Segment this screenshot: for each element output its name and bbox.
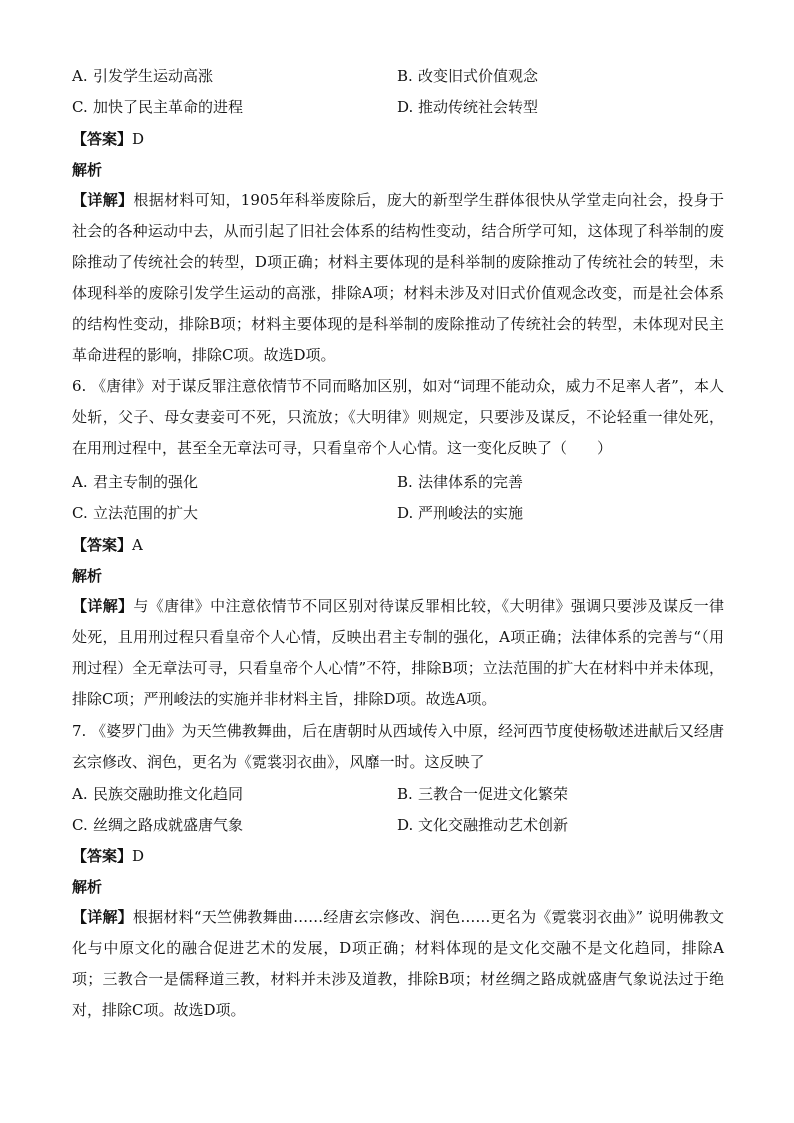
q6-answer-value: A [132,536,143,554]
q5-option-a-text: 引发学生运动高涨 [93,67,214,85]
q6-option-c [72,503,198,523]
q6-analysis-heading [72,566,727,586]
q6-analysis-label: 解析 [72,567,103,585]
q5-answer-value: D [132,130,145,148]
q5-analysis-heading [72,160,727,180]
q5-option-a-letter: A. [72,67,88,85]
q5-detail [72,185,724,371]
q7-stem: 7. 《婆罗门曲》为天竺佛教舞曲，后在唐朝时从西域传入中原，经河西节度使杨敬述进献后又经唐玄宗修改、润色，更名为《霓裳羽衣曲》，风靡一时。这反映了 [72,722,724,771]
q6-detail-text: 与《唐律》中注意依情节不同区别对待谋反罪相比较，《大明律》强调只要涉及谋反一律处死，且用刑过程只看皇帝个人心情，反映出君主专制的强化，A项正确；法律体系的完善与“（用刑过程）全无章法可寻，只看皇帝个人心情”不符，排除B项；立法范围的扩大在材料中并未体现，排除C项；严刑峻法的实施并非材料主旨，排除D项。故选A项。 [72,597,724,708]
q5-detail-label: 【详解】 [72,191,134,209]
q7-answer-value: D [132,847,145,865]
q7-detail-label: 【详解】 [72,908,133,926]
q7-option-c [72,815,243,835]
q6-option-c-letter: C. [72,504,88,522]
q5-answer [72,129,727,149]
q7-detail-text: 根据材料“天竺佛教舞曲……经唐玄宗修改、润色……更名为《霓裳羽衣曲》” 说明佛教文化与中原文化的融合促进艺术的发展，D项正确；材料体现的是文化交融不是文化趋同，排除A项；三教合一是儒释道三教，材料并未涉及道教，排除B项；材丝绸之路成就盛唐气象说法过于绝对，排除C项。故选D项。 [72,908,724,1019]
q5-option-d-text: 推动传统社会转型 [418,98,539,116]
q7-option-d-text: 文化交融推动艺术创新 [418,816,569,834]
q6-option-a [72,472,198,492]
q6-option-d-letter: D. [397,504,414,522]
q5-option-a [72,66,213,86]
q6-detail [72,591,724,715]
q6-option-a-text: 君主专制的强化 [93,473,199,491]
q5-option-b-letter: B. [397,67,413,85]
q7-option-a-letter: A. [72,785,88,803]
q5-option-b [397,66,538,86]
q5-option-c-letter: C. [72,98,88,116]
q7-option-c-text: 丝绸之路成就盛唐气象 [93,816,244,834]
q6-detail-label: 【详解】 [72,597,134,615]
q6-stem: 6. 《唐律》对于谋反罪注意依情节不同而略加区别，如对“词理不能动众，威力不足率人者”，本人处斩，父子、母女妻妾可不死，只流放；《大明律》则规定，只要涉及谋反，不论轻重一律处死，在用刑过程中，甚至全无章法可寻，只看皇帝个人心情。这一变化反映了（ ） [72,377,724,457]
q7-option-b-letter: B. [397,785,413,803]
q5-option-d-letter: D. [397,98,414,116]
q6-option-b-letter: B. [397,473,413,491]
q6-option-d-text: 严刑峻法的实施 [418,504,524,522]
q7-option-b [397,784,568,804]
q7-analysis-label: 解析 [72,878,103,896]
q7-option-a [72,784,243,804]
q6-option-a-letter: A. [72,473,88,491]
q5-analysis-label: 解析 [72,161,103,179]
q5-option-c-text: 加快了民主革命的进程 [93,98,244,116]
q5-option-b-text: 改变旧式价值观念 [418,67,539,85]
q5-answer-label: 【答案】 [72,130,133,148]
q7-answer-label: 【答案】 [72,847,133,865]
q5-option-d [397,97,538,117]
q6-answer-label: 【答案】 [72,536,133,554]
q7-analysis-heading [72,877,727,897]
q6-option-b-text: 法律体系的完善 [418,473,524,491]
q7-option-c-letter: C. [72,816,88,834]
q7-detail [72,902,724,1026]
q5-option-c [72,97,243,117]
q7-option-a-text: 民族交融助推文化趋同 [93,785,244,803]
q6-option-b [397,472,523,492]
q6-option-d [397,503,523,523]
q7-answer [72,846,727,866]
q7-option-d-letter: D. [397,816,414,834]
q5-detail-text: 根据材料可知，1905年科举废除后，庞大的新型学生群体很快从学堂走向社会，投身于社会的各种运动中去，从而引起了旧社会体系的结构性变动，结合所学可知，这体现了科举制的废除推动了传统社会的转型，D项正确；材料主要体现的是科举制的废除推动了传统社会的转型，未体现科举的废除引发学生运动的高涨，排除A项；材料未涉及对旧式价值观念改变，而是社会体系的结构性变动，排除B项；材料主要体现的是科举制的废除推动了传统社会的转型，未体现对民主革命进程的影响，排除C项。故选D项。 [72,191,724,364]
q7-option-b-text: 三教合一促进文化繁荣 [418,785,569,803]
q6-answer [72,535,727,555]
q6-option-c-text: 立法范围的扩大 [93,504,199,522]
q7-option-d [397,815,568,835]
